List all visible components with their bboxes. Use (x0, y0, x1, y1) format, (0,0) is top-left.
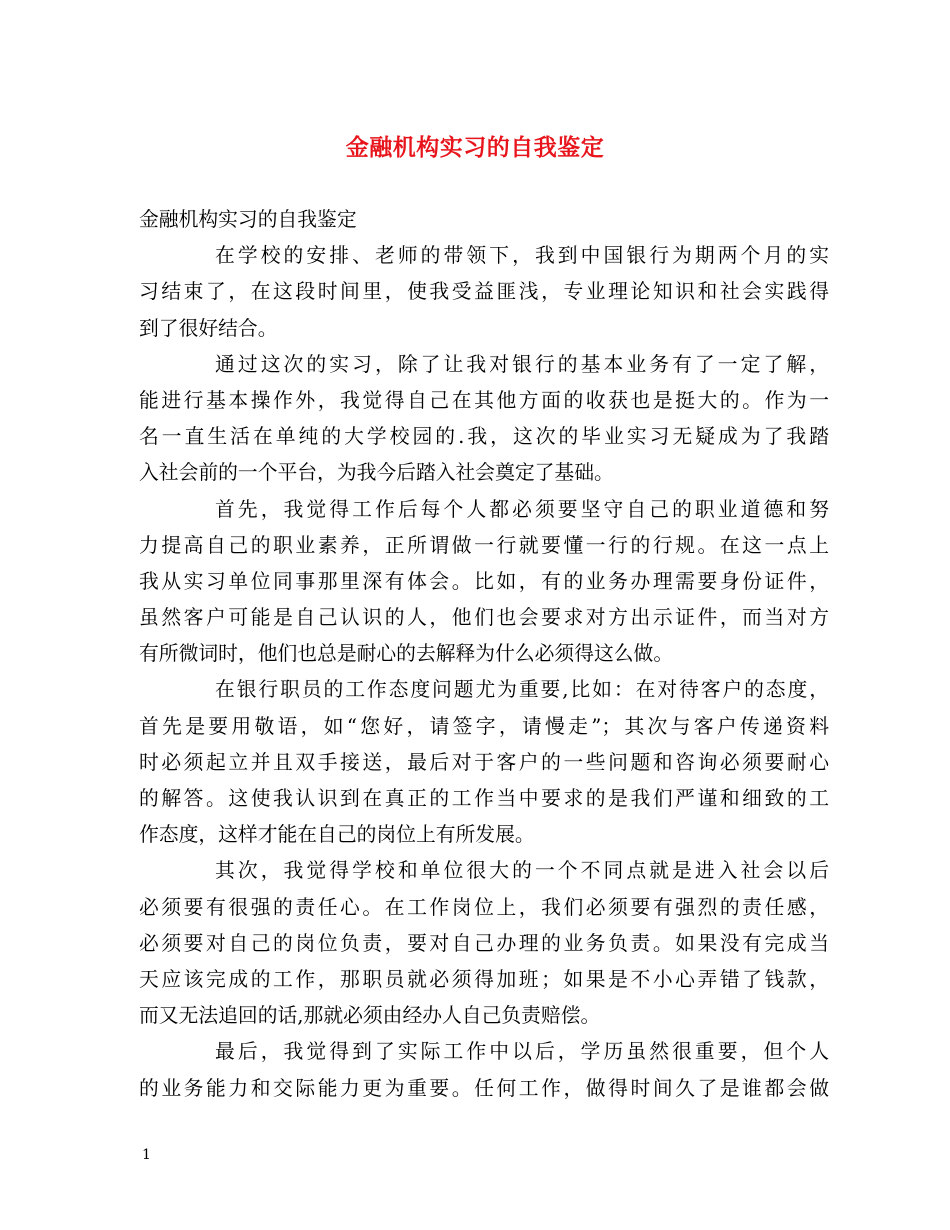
body-line: 在银行职员的工作态度问题尤为重要,比如：在对待客户的态度， (215, 678, 829, 702)
body-line: 有所微词时，他们也总是耐心的去解释为什么必须得这么做。 (139, 642, 674, 666)
body-line: 天应该完成的工作，那职员就必须得加班；如果是不小心弄错了钱款， (139, 967, 829, 991)
body-line: 习结束了，在这段时间里，使我受益匪浅，专业理论知识和社会实践得 (139, 280, 829, 304)
body-line: 入社会前的一个平台，为我今后踏入社会奠定了基础。 (139, 461, 614, 485)
body-line: 到了很好结合。 (139, 316, 278, 340)
body-line: 金融机构实习的自我鉴定 (139, 208, 357, 231)
body-line: 的业务能力和交际能力更为重要。任何工作，做得时间久了是谁都会做 (139, 1076, 829, 1100)
body-line: 首先是要用敬语，如“您好，请签字，请慢走”；其次与客户传递资料 (139, 714, 829, 738)
body-line: 作态度，这样才能在自己的岗位上有所发展。 (139, 823, 535, 847)
document-title: 金融机构实习的自我鉴定 (345, 134, 605, 161)
body-line: 力提高自己的职业素养，正所谓做一行就要懂一行的行规。在这一点上 (139, 533, 829, 557)
body-line: 在学校的安排、老师的带领下，我到中国银行为期两个月的实 (215, 244, 829, 268)
body-line: 的解答。这使我认识到在真正的工作当中要求的是我们严谨和细致的工 (139, 787, 829, 810)
body-line: 名一直生活在单纯的大学校园的.我，这次的毕业实习无疑成为了我踏 (139, 425, 829, 449)
body-line: 首先，我觉得工作后每个人都必须要坚守自己的职业道德和努 (215, 497, 829, 521)
body-line: 必须要有很强的责任心。在工作岗位上，我们必须要有强烈的责任感， (139, 895, 829, 919)
document-body (139, 202, 829, 1107)
body-line: 时必须起立并且双手接送，最后对于客户的一些问题和咨询必须要耐心 (139, 750, 829, 774)
body-line: 其次，我觉得学校和单位很大的一个不同点就是进入社会以后 (215, 859, 829, 883)
body-line: 我从实习单位同事那里深有体会。比如，有的业务办理需要身份证件， (139, 569, 829, 593)
body-line: 通过这次的实习，除了让我对银行的基本业务有了一定了解， (215, 352, 829, 376)
body-line: 而又无法追回的话,那就必须由经办人自己负责赔偿。 (139, 1004, 601, 1028)
body-line: 最后，我觉得到了实际工作中以后，学历虽然很重要，但个人 (215, 1040, 829, 1064)
body-line: 能进行基本操作外，我觉得自己在其他方面的收获也是挺大的。作为一 (139, 388, 829, 412)
page-number: 1 (142, 1147, 151, 1163)
body-line: 必须要对自己的岗位负责，要对自己办理的业务负责。如果没有完成当 (139, 931, 829, 955)
body-line: 虽然客户可能是自己认识的人，他们也会要求对方出示证件，而当对方 (139, 606, 829, 630)
